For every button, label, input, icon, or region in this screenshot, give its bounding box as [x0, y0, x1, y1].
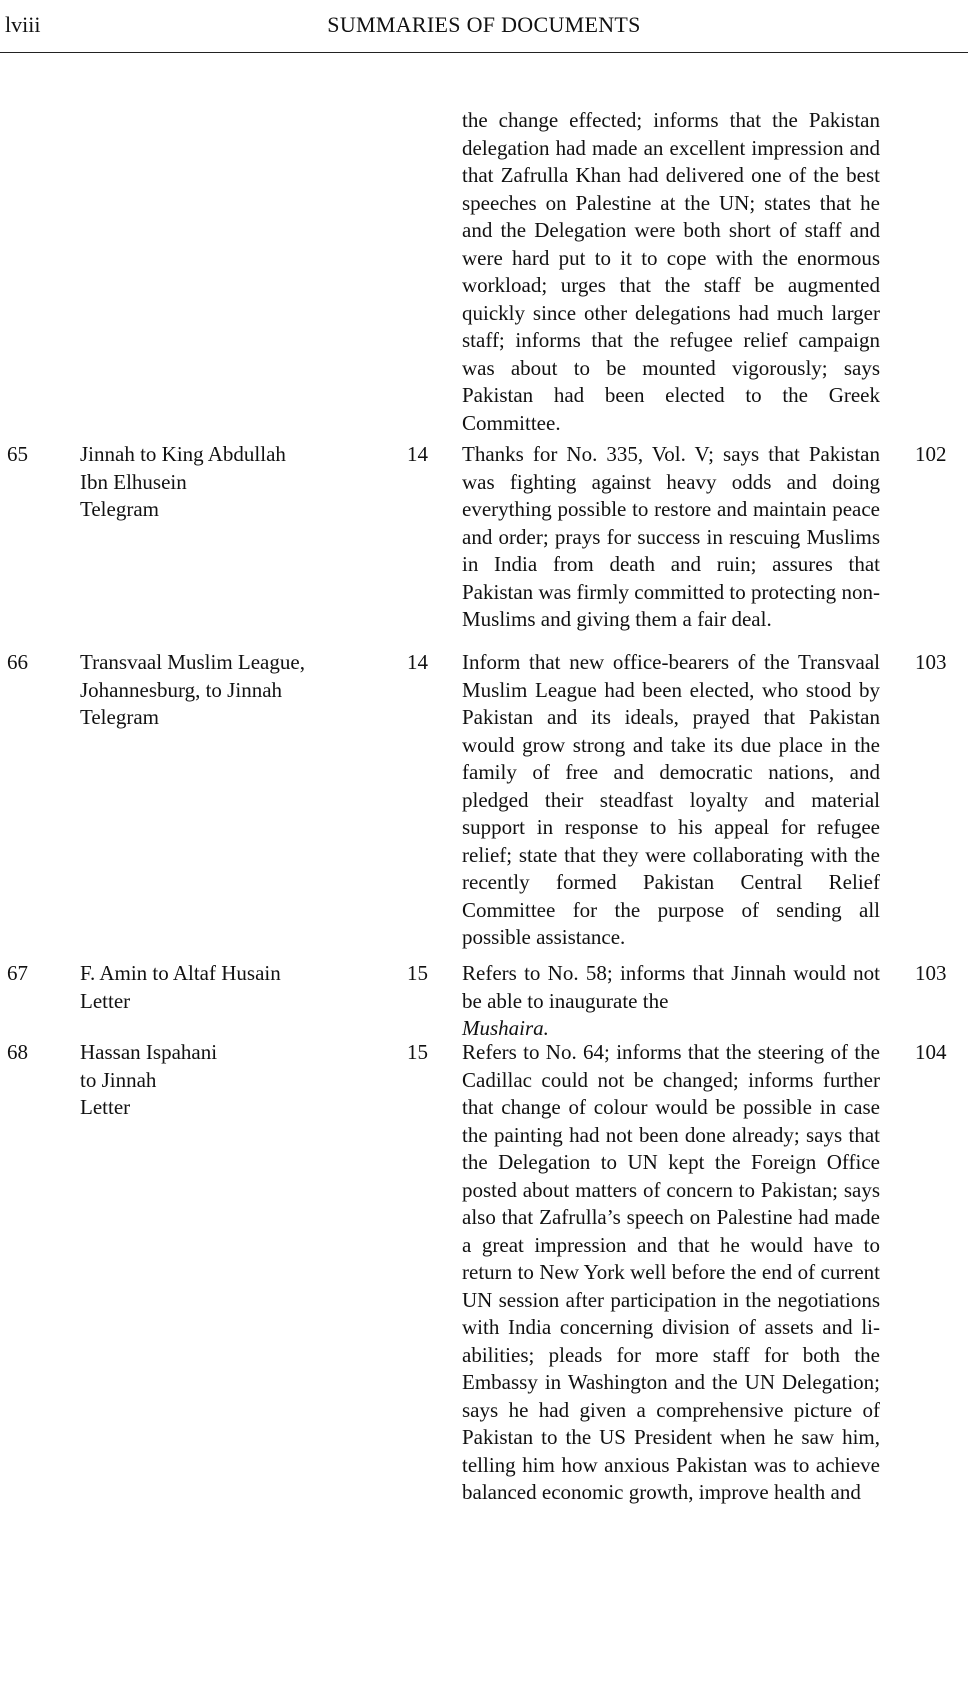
document-number: 67	[7, 961, 28, 985]
document-type: Letter	[80, 988, 131, 1013]
document-summary: Thanks for No. 335, Vol. V; says that Pakistan was fighting against heavy odds and doing everything possible to restore and maintain peace and order; prays for success in rescuing Muslims in India from death and ruin; assures that Pakistan was firmly committed to protecting non-Muslims and giving them a fair deal.	[462, 442, 880, 631]
document-date: 15	[407, 1040, 428, 1064]
party-line: Hassan Ispahani	[80, 1040, 218, 1064]
page-header	[0, 0, 968, 56]
header-rule	[0, 52, 968, 53]
party-line: Johannesburg, to Jinnah	[80, 677, 283, 702]
document-type: Telegram	[80, 497, 159, 521]
summary-text: Refers to No. 58; informs that Jinnah would not be able to inaugurate the	[462, 961, 880, 1013]
document-date: 14	[407, 650, 428, 674]
page-number: lviii	[5, 12, 41, 37]
running-title: SUMMARIES OF DOCUMENTS	[327, 12, 641, 37]
document-date: 15	[407, 961, 428, 985]
document-page: 102	[915, 442, 947, 466]
document-type: Letter	[80, 1095, 131, 1119]
document-number: 66	[7, 650, 28, 674]
document-summary: Refers to No. 64; informs that the steering of the Cadillac could not be changed; informs further that change of colour would be possible in case the painting had not been done already; says that the Delegation to UN kept the Foreign Office posted about matters of concern to Pakistan; says also that Zafrulla’s speech on Palestine had made a great impression and that he would have to return to New York well before the end of current UN session after participation in the negotiations with India concerning division of assets and liabilities; pleads for more staff for both the Embassy in Washington and the UN Delegation; says he had given a comprehensive picture of Pakistan to the US President when he saw him, telling him how anxious Pakistan was to achieve balanced economic growth, improve health and	[462, 1040, 880, 1504]
document-number: 65	[7, 442, 28, 466]
document-date: 14	[407, 442, 428, 466]
document-type: Telegram	[80, 705, 159, 729]
document-parties	[80, 441, 380, 524]
summary-italic-term: Mushaira.	[462, 1016, 549, 1040]
document-parties	[80, 649, 380, 732]
document-summary: Inform that new office-bearers of the Transvaal Muslim League had been elected, who stood by Pakistan and its ideals, prayed that Pakistan would grow strong and take its due place in the family of free and democratic nations, and pledged their steadfast loyalty and material support in response to his appeal for refugee relief; state that they were collaborating with the recently formed Pakistan Central Relief Committee for the purpose of sending all possible assistance.	[462, 650, 880, 949]
document-parties	[80, 1039, 380, 1122]
party-line: Ibn Elhusein	[80, 469, 187, 494]
document-page: 103	[915, 650, 947, 674]
party-line: to Jinnah	[80, 1067, 157, 1092]
document-summary	[462, 960, 880, 1043]
party-line: Transvaal Muslim League,	[80, 650, 305, 674]
party-line: F. Amin to Altaf Husain	[80, 961, 281, 985]
document-page: 103	[915, 961, 947, 985]
party-line: Jinnah to King Abdullah	[80, 442, 286, 466]
continued-summary: the change effected; informs that the Pakistan delegation had made an excellent impression and that Zafrulla Khan had delivered one of the best speeches on Palestine at the UN; states that he and the Delegation were both short of staff and were hard put to it to cope with the enormous workload; urges that the staff be augmented quickly since other delegations had much larger staff; informs that the refugee relief campaign was about to be mounted vigorously; says Pakistan had been elected to the Greek Committee.	[462, 108, 880, 435]
document-parties	[80, 960, 380, 1015]
document-number: 68	[7, 1040, 28, 1064]
document-page: 104	[915, 1040, 947, 1064]
